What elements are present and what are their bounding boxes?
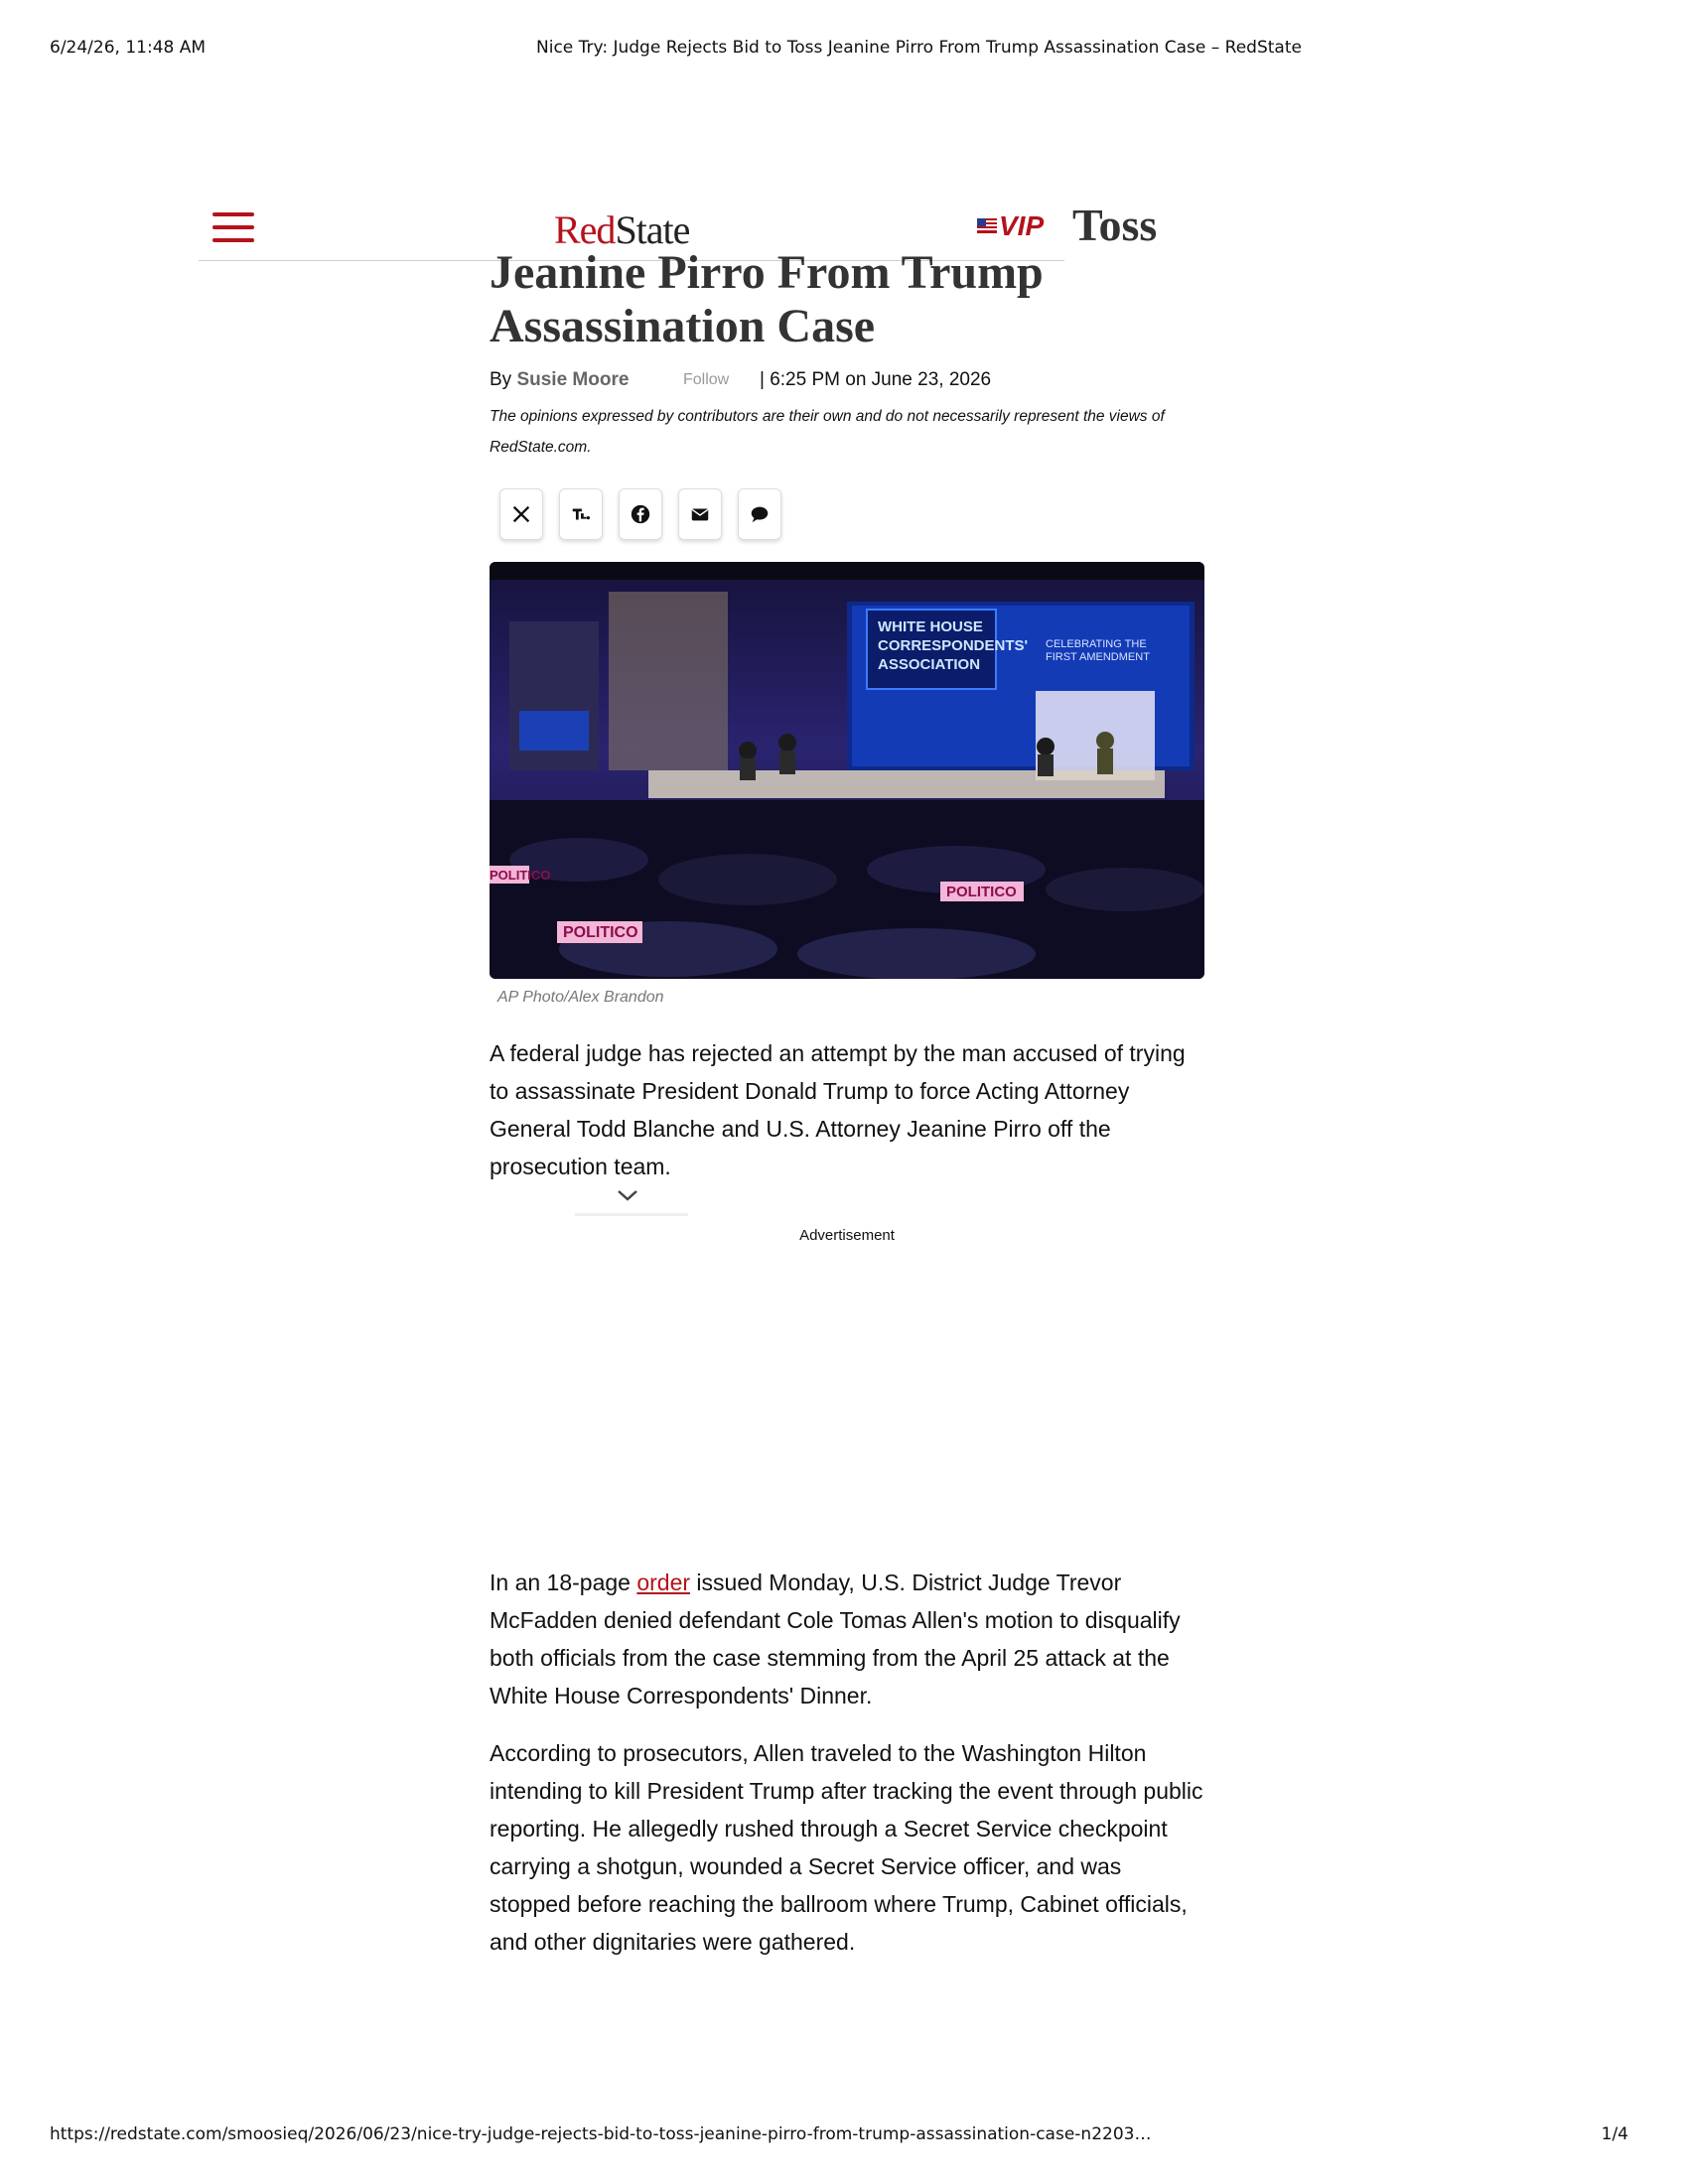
chevron-down-icon[interactable]	[617, 1187, 638, 1203]
logo-red-text: Red	[554, 207, 616, 252]
follow-button[interactable]: Follow	[683, 371, 730, 388]
share-buttons	[490, 488, 1204, 540]
order-link[interactable]: order	[636, 1570, 691, 1595]
screen-text-line-1: WHITE HOUSE	[878, 618, 983, 635]
publish-date: | 6:25 PM on June 23, 2026	[760, 369, 992, 390]
paragraph-2-lead: In an 18-page	[490, 1570, 637, 1595]
article-title	[490, 246, 1204, 353]
print-page-number: 1/4	[1601, 2124, 1628, 2144]
print-footer	[50, 2124, 1638, 2148]
facebook-icon	[630, 503, 651, 525]
logo-dark-text: State	[615, 207, 690, 252]
title-line-2: Assassination Case	[490, 300, 876, 352]
print-url: https://redstate.com/smoosieq/2026/06/23/nice-try-judge-rejects-bid-to-toss-jeanine-pirro-from-trump-assassination-case-n2203…	[50, 2124, 1152, 2144]
ballroom-photo	[490, 562, 1204, 979]
screen-text-line-3: ASSOCIATION	[878, 656, 981, 673]
opinion-disclaimer: The opinions expressed by contributors are their own and do not necessarily represent the views of RedState.com.	[490, 408, 1165, 456]
comment-icon	[749, 503, 771, 525]
share-x-button[interactable]	[499, 488, 543, 540]
share-comment-button[interactable]	[738, 488, 781, 540]
hero-image	[490, 562, 1204, 979]
vip-label: VIP	[999, 210, 1045, 241]
expand-toggle[interactable]	[490, 1185, 1204, 1225]
paragraph-2	[490, 1564, 1204, 1714]
print-page-title: Nice Try: Judge Rejects Bid to Toss Jeanine Pirro From Trump Assassination Case – RedState	[536, 38, 1302, 58]
paragraph-2-rest: issued Monday, U.S. District Judge Trevor McFadden denied defendant Cole Tomas Allen's motion to disqualify both officials from the case stemming from the April 25 attack at the White House Correspondents' Dinner.	[490, 1570, 1181, 1708]
screen-text-line-5: FIRST AMENDMENT	[1046, 651, 1150, 663]
politico-sign-3: POLITICO	[490, 868, 551, 883]
paragraph-3: According to prosecutors, Allen traveled to the Washington Hilton intending to kill President Trump after tracking the event through public reporting. He allegedly rushed through a Secret Service checkpoint carrying a shotgun, wounded a Secret Service officer, and was stopped before reaching the ballroom where Trump, Cabinet officials, and other dignitaries were gathered.	[490, 1740, 1203, 1955]
byline	[490, 369, 1204, 395]
x-icon	[510, 503, 532, 525]
email-icon	[689, 503, 711, 525]
share-email-button[interactable]	[678, 488, 722, 540]
advertisement-slot	[490, 1244, 1204, 1564]
screen-text-line-2: CORRESPONDENTS'	[878, 637, 1029, 654]
screen-text-line-4: CELEBRATING THE	[1046, 638, 1147, 650]
author-link[interactable]: Susie Moore	[516, 369, 630, 390]
menu-icon[interactable]	[212, 212, 254, 244]
advertisement-label: Advertisement	[799, 1227, 895, 1244]
politico-sign-2: POLITICO	[563, 924, 638, 941]
share-truth-social-button[interactable]	[559, 488, 603, 540]
print-header	[50, 38, 1638, 62]
image-caption: AP Photo/Alex Brandon	[497, 989, 664, 1006]
print-datetime: 6/24/26, 11:48 AM	[50, 38, 207, 58]
politico-sign-1: POLITICO	[946, 884, 1017, 900]
byline-prefix: By	[490, 369, 517, 390]
us-flag-icon	[977, 218, 997, 233]
share-facebook-button[interactable]	[619, 488, 662, 540]
paragraph-1: A federal judge has rejected an attempt by the man accused of trying to assassinate President Donald Trump to force Acting Attorney General Todd Blanche and U.S. Attorney Jeanine Pirro off the prosecution team.	[490, 1040, 1186, 1179]
title-line-1: Jeanine Pirro From Trump	[490, 246, 1044, 299]
article	[490, 246, 1204, 1961]
truth-social-icon	[570, 503, 592, 525]
sticky-title-peek: Toss	[1072, 200, 1158, 250]
expand-divider	[575, 1213, 688, 1216]
